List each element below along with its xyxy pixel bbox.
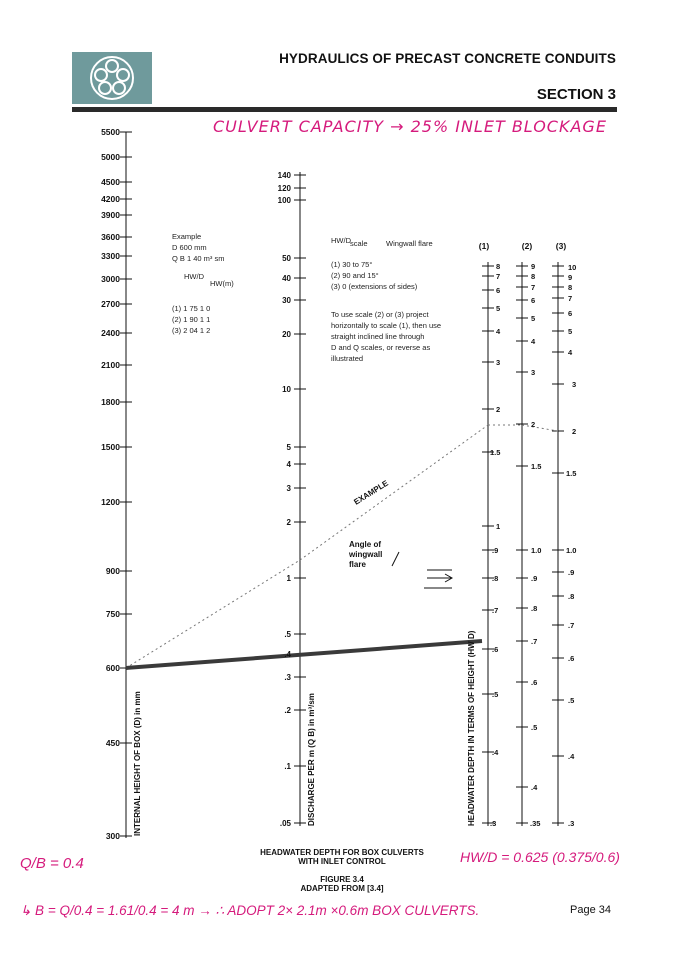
flare-instruction: illustrated bbox=[331, 354, 364, 363]
flare-item: (1) 30 to 75° bbox=[331, 260, 373, 269]
angle-label-line: flare bbox=[349, 560, 366, 569]
q-tick-label: .05 bbox=[279, 819, 291, 828]
hw1-tick-label: 7 bbox=[496, 272, 501, 281]
handwritten-b-calc: ↳ B = Q/0.4 = 1.61/0.4 = 4 m → ∴ ADOPT 2× 2.1m ×0.6m BOX CULVERTS. bbox=[20, 903, 480, 918]
hw-scale-1-labels bbox=[490, 262, 501, 828]
hw2-tick-label: 1.5 bbox=[531, 462, 542, 471]
hw2-tick-label: 9 bbox=[531, 262, 536, 271]
hw3-tick-label: 9 bbox=[568, 273, 573, 282]
hw1-tick-label: .4 bbox=[492, 748, 499, 757]
q-tick-label: 3 bbox=[286, 484, 291, 493]
flare-box bbox=[331, 236, 441, 363]
d-tick-label: 4500 bbox=[101, 177, 120, 187]
example-row: (1) 1 75 1 0 bbox=[172, 304, 211, 313]
handwritten-note-top: CULVERT CAPACITY → 25% INLET BLOCKAGE bbox=[213, 117, 607, 136]
hw-scale-3-labels bbox=[566, 263, 576, 828]
hw2-tick-label: 2 bbox=[531, 420, 536, 429]
q-tick-label: 20 bbox=[282, 330, 291, 339]
handwritten-hw-over-d: HW/D = 0.625 (0.375/0.6) bbox=[460, 849, 620, 865]
figure-caption bbox=[260, 848, 424, 893]
hw2-tick-label: .8 bbox=[531, 604, 538, 613]
solution-line bbox=[126, 641, 482, 668]
example-box bbox=[172, 232, 234, 335]
hw3-tick-label: .3 bbox=[568, 819, 575, 828]
q-tick-label: .4 bbox=[284, 650, 291, 659]
hw1-tick-label: 8 bbox=[496, 262, 501, 271]
d-tick-label: 4200 bbox=[101, 194, 120, 204]
hw3-tick-label: 5 bbox=[568, 327, 573, 336]
hw2-tick-label: 4 bbox=[531, 337, 536, 346]
hw3-tick-label: 3 bbox=[572, 380, 577, 389]
example-title: Example bbox=[172, 232, 202, 241]
d-tick-label: 300 bbox=[105, 831, 120, 841]
hw3-tick-label: .9 bbox=[568, 568, 575, 577]
figure-title-line: HEADWATER DEPTH FOR BOX CULVERTS bbox=[260, 848, 424, 857]
hw3-tick-label: .4 bbox=[568, 752, 575, 761]
example-row: (2) 1 90 1 1 bbox=[172, 315, 211, 324]
d-tick-label: 2700 bbox=[101, 299, 120, 309]
example-row: (3) 2 04 1 2 bbox=[172, 326, 211, 335]
hw3-tick-label: 10 bbox=[568, 263, 577, 272]
section-title: SECTION 3 bbox=[536, 86, 616, 103]
hw3-tick-label: 1.0 bbox=[566, 546, 577, 555]
d-tick-label: 2100 bbox=[101, 360, 120, 370]
figure-number: FIGURE 3.4 bbox=[320, 875, 364, 884]
hw2-tick-label: 8 bbox=[531, 272, 536, 281]
d-tick-label: 3900 bbox=[101, 210, 120, 220]
hw-col-header: (1) bbox=[478, 241, 490, 251]
example-d: D 600 mm bbox=[172, 243, 207, 252]
hw2-tick-label: 5 bbox=[531, 314, 536, 323]
q-tick-label: .2 bbox=[284, 706, 291, 715]
hw-col-header: (3) bbox=[555, 241, 567, 251]
hw1-tick-label: .5 bbox=[492, 690, 499, 699]
hw2-tick-label: .35 bbox=[530, 819, 541, 828]
hw2-tick-label: 6 bbox=[531, 296, 536, 305]
q-tick-label: 2 bbox=[286, 518, 291, 527]
hw1-tick-label: .6 bbox=[492, 645, 499, 654]
flare-hwd: HW/D bbox=[331, 236, 351, 245]
hw3-tick-label: .8 bbox=[568, 592, 575, 601]
hw2-tick-label: 1.0 bbox=[531, 546, 542, 555]
example-col-hwm: HW(m) bbox=[210, 279, 234, 288]
hw2-tick-label: .5 bbox=[531, 723, 538, 732]
d-tick-label: 5500 bbox=[101, 127, 120, 137]
example-col-hwd: HW/D bbox=[184, 272, 204, 281]
d-tick-label: 600 bbox=[105, 663, 120, 673]
flare-instruction: horizontally to scale (1), then use bbox=[331, 321, 442, 330]
document-title: HYDRAULICS OF PRECAST CONCRETE CONDUITS bbox=[279, 51, 616, 66]
hw1-tick-label: 5 bbox=[496, 304, 501, 313]
figure-source: ADAPTED FROM [3.4] bbox=[300, 884, 384, 893]
flare-instruction: To use scale (2) or (3) project bbox=[331, 310, 429, 319]
hw1-tick-label: .9 bbox=[492, 546, 499, 555]
d-scale-title: INTERNAL HEIGHT OF BOX (D) in mm bbox=[133, 691, 142, 836]
d-tick-label: 5000 bbox=[101, 152, 120, 162]
figure-title-line: WITH INLET CONTROL bbox=[298, 857, 386, 866]
d-scale-labels bbox=[101, 127, 120, 841]
hw2-tick-label: .7 bbox=[531, 637, 538, 646]
d-tick-label: 3000 bbox=[101, 274, 120, 284]
angle-label-line: wingwall bbox=[349, 550, 383, 559]
flare-title: Wingwall flare bbox=[386, 239, 433, 248]
hw-col-header: (2) bbox=[521, 241, 533, 251]
flare-angle-icon bbox=[392, 552, 399, 566]
hw3-tick-label: 2 bbox=[572, 427, 577, 436]
hw1-tick-label: 6 bbox=[496, 286, 501, 295]
flare-scale: scale bbox=[350, 239, 368, 248]
angle-label-line: Angle of bbox=[349, 540, 381, 549]
q-tick-label: .1 bbox=[284, 762, 291, 771]
d-tick-label: 450 bbox=[105, 738, 120, 748]
q-tick-label: .3 bbox=[284, 673, 291, 682]
hw2-tick-label: 7 bbox=[531, 283, 536, 292]
q-tick-label: 100 bbox=[277, 196, 291, 205]
flare-item: (2) 90 and 15° bbox=[331, 271, 379, 280]
q-scale-title: DISCHARGE PER m (Q B) in m³/sm bbox=[307, 693, 316, 826]
q-tick-label: 40 bbox=[282, 274, 291, 283]
hw3-tick-label: .7 bbox=[568, 621, 575, 630]
d-tick-label: 3300 bbox=[101, 251, 120, 261]
hw3-tick-label: 4 bbox=[568, 348, 573, 357]
hw-scale-title: HEADWATER DEPTH IN TERMS OF HEIGHT (HW D) bbox=[467, 630, 476, 826]
q-tick-label: 50 bbox=[282, 254, 291, 263]
hw1-tick-label: 2 bbox=[496, 405, 501, 414]
hw3-tick-label: 7 bbox=[568, 294, 573, 303]
q-scale-labels bbox=[278, 171, 292, 828]
hw-scale-2-labels bbox=[530, 262, 541, 828]
hw1-tick-label: 4 bbox=[496, 327, 501, 336]
hw1-tick-label: 1 bbox=[496, 522, 501, 531]
d-tick-label: 1800 bbox=[101, 397, 120, 407]
d-tick-label: 750 bbox=[105, 609, 120, 619]
page-number: Page 34 bbox=[570, 904, 611, 916]
flare-instruction: straight inclined line through bbox=[331, 332, 425, 341]
q-tick-label: 4 bbox=[286, 460, 291, 469]
q-tick-label: 5 bbox=[286, 443, 291, 452]
hw3-tick-label: .6 bbox=[568, 654, 575, 663]
d-tick-label: 900 bbox=[105, 566, 120, 576]
q-tick-label: 1 bbox=[286, 574, 291, 583]
hw1-tick-label: .3 bbox=[490, 819, 497, 828]
hw2-tick-label: .6 bbox=[531, 678, 538, 687]
q-tick-label: 30 bbox=[282, 296, 291, 305]
hw1-tick-label: .7 bbox=[492, 606, 499, 615]
d-tick-label: 1200 bbox=[101, 497, 120, 507]
angle-label bbox=[348, 540, 382, 569]
hw1-tick-label: .8 bbox=[492, 574, 499, 583]
q-tick-label: .5 bbox=[284, 630, 291, 639]
d-tick-label: 2400 bbox=[101, 328, 120, 338]
hw3-tick-label: 1.5 bbox=[566, 469, 577, 478]
q-tick-label: 10 bbox=[282, 385, 291, 394]
hw1-tick-label: 3 bbox=[496, 358, 501, 367]
hw1-tick-label: 1.5 bbox=[490, 448, 501, 457]
hw3-tick-label: 8 bbox=[568, 283, 573, 292]
handwritten-q-over-b: Q/B = 0.4 bbox=[20, 855, 84, 872]
q-tick-label: 140 bbox=[277, 171, 291, 180]
flare-instruction: D and Q scales, or reverse as bbox=[331, 343, 431, 352]
q-tick-label: 120 bbox=[277, 184, 291, 193]
d-tick-label: 1500 bbox=[101, 442, 120, 452]
hw3-tick-label: 6 bbox=[568, 309, 573, 318]
hw3-tick-label: .5 bbox=[568, 696, 575, 705]
flare-item: (3) 0 (extensions of sides) bbox=[331, 282, 418, 291]
hw-column-headers bbox=[479, 241, 567, 251]
example-label: EXAMPLE bbox=[352, 478, 390, 507]
example-qb: Q B 1 40 m³ sm bbox=[172, 254, 225, 263]
d-tick-label: 3600 bbox=[101, 232, 120, 242]
hw2-tick-label: .9 bbox=[531, 574, 538, 583]
hw2-tick-label: 3 bbox=[531, 368, 536, 377]
hw2-tick-label: .4 bbox=[531, 783, 538, 792]
